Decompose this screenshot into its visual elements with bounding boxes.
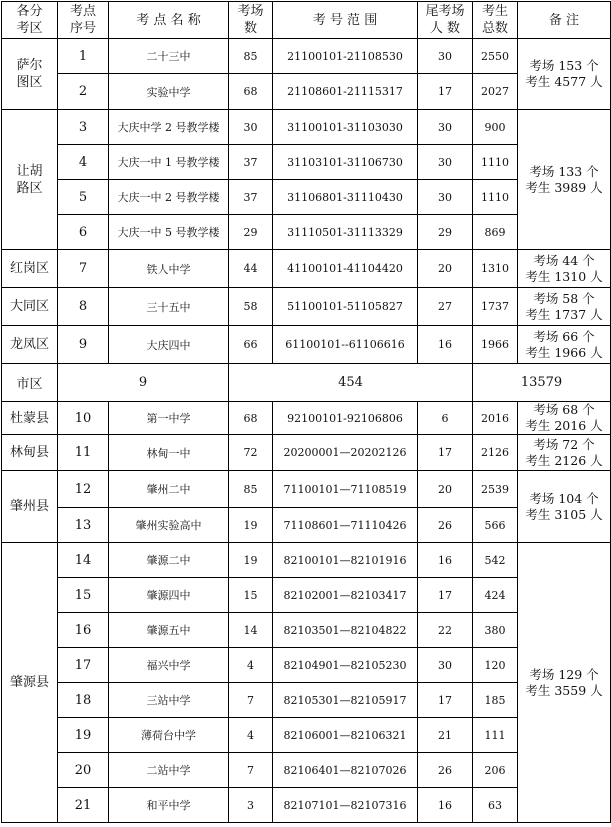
- site-seq: 11: [58, 435, 109, 471]
- table-row: [2, 471, 611, 508]
- site-seq: 14: [58, 543, 109, 578]
- site-name: 肇源五中: [109, 613, 229, 648]
- room-count: 37: [229, 180, 273, 215]
- room-count: 4: [229, 648, 273, 683]
- district-note: [518, 471, 611, 543]
- student-total: 1110: [473, 180, 518, 215]
- table-row: [2, 250, 611, 288]
- text-line: 考场 104 个: [529, 490, 599, 506]
- last-room-count: 30: [418, 110, 473, 145]
- text-line: 大同区: [9, 299, 49, 314]
- exam-site-table: [1, 1, 611, 823]
- room-count: 7: [229, 753, 273, 788]
- student-total: 566: [473, 508, 518, 543]
- header-last-room: 尾考场 人 数: [418, 2, 473, 39]
- text-line: 考生 3105 人: [525, 506, 603, 522]
- district-name: [2, 543, 58, 823]
- site-seq: 10: [58, 402, 109, 435]
- site-seq: 15: [58, 578, 109, 613]
- header-range: 考 号 范 围: [273, 2, 418, 39]
- summary-label: 市区: [2, 364, 58, 402]
- site-name: 第一中学: [109, 402, 229, 435]
- student-total: 2539: [473, 471, 518, 508]
- district-note: [518, 250, 611, 288]
- table-row: [2, 543, 611, 578]
- last-room-count: 21: [418, 718, 473, 753]
- room-count: 15: [229, 578, 273, 613]
- site-name: 大庆一中 2 号教学楼: [109, 180, 229, 215]
- student-total: 2550: [473, 39, 518, 74]
- header-rooms: 考场 数: [229, 2, 273, 39]
- room-count: 72: [229, 435, 273, 471]
- summary-rooms: 454: [229, 364, 473, 402]
- text-line: 让胡: [16, 163, 43, 179]
- text-line: 考场 153 个: [529, 58, 599, 73]
- district-name: [2, 435, 58, 471]
- number-range: 31103101-31106730: [273, 145, 418, 180]
- last-room-count: 20: [418, 250, 473, 288]
- site-name: 大庆一中 5 号教学楼: [109, 215, 229, 250]
- last-room-count: 16: [418, 788, 473, 823]
- text-line: 考生 1310 人: [525, 268, 603, 284]
- site-seq: 18: [58, 683, 109, 718]
- district-name: [2, 471, 58, 543]
- site-name: 大庆四中: [109, 326, 229, 364]
- number-range: 82105301—82105917: [273, 683, 418, 718]
- number-range: 82107101—82107316: [273, 788, 418, 823]
- site-seq: 12: [58, 471, 109, 508]
- summary-students: 13579: [473, 364, 611, 402]
- last-room-count: 17: [418, 683, 473, 718]
- table-row: [2, 402, 611, 435]
- text-line: 考生 1966 人: [525, 344, 603, 360]
- district-name: [2, 326, 58, 364]
- room-count: 4: [229, 718, 273, 753]
- last-room-count: 22: [418, 613, 473, 648]
- number-range: 71100101—71108519: [273, 471, 418, 508]
- student-total: 542: [473, 543, 518, 578]
- text-line: 考场 58 个: [533, 290, 595, 306]
- text-line: 林甸县: [9, 445, 49, 460]
- text-line: 图区: [16, 75, 43, 90]
- text-line: 考生 2016 人: [525, 418, 603, 433]
- text-line: 肇源县: [9, 675, 49, 690]
- site-seq: 4: [58, 145, 109, 180]
- last-room-count: 17: [418, 578, 473, 613]
- room-count: 66: [229, 326, 273, 364]
- student-total: 1110: [473, 145, 518, 180]
- text-line: 考场 66 个: [533, 328, 595, 344]
- text-line: 考生 3989 人: [525, 179, 603, 195]
- student-total: 1966: [473, 326, 518, 364]
- room-count: 68: [229, 74, 273, 110]
- site-name: 肇州实验高中: [109, 508, 229, 543]
- student-total: 111: [473, 718, 518, 753]
- last-room-count: 16: [418, 326, 473, 364]
- room-count: 85: [229, 471, 273, 508]
- district-note: [518, 402, 611, 435]
- site-name: 实验中学: [109, 74, 229, 110]
- table-row: [2, 288, 611, 326]
- site-name: 三站中学: [109, 683, 229, 718]
- header-total: 考生 总数: [473, 2, 518, 39]
- district-note: [518, 39, 611, 110]
- table-row: [2, 326, 611, 364]
- last-room-count: 30: [418, 180, 473, 215]
- text-line: 路区: [16, 180, 43, 196]
- number-range: 41100101-41104420: [273, 250, 418, 288]
- text-line: 肇州县: [9, 499, 49, 514]
- site-seq: 21: [58, 788, 109, 823]
- text-line: 考场 129 个: [529, 666, 599, 682]
- student-total: 869: [473, 215, 518, 250]
- student-total: 185: [473, 683, 518, 718]
- site-seq: 8: [58, 288, 109, 326]
- text-line: 萨尔: [16, 58, 43, 73]
- district-note: [518, 110, 611, 250]
- site-name: 二十三中: [109, 39, 229, 74]
- text-line: 红岗区: [9, 261, 49, 276]
- room-count: 58: [229, 288, 273, 326]
- student-total: 900: [473, 110, 518, 145]
- text-line: 考生 3559 人: [525, 682, 603, 698]
- table-row: [2, 110, 611, 145]
- number-range: 20200001—20202126: [273, 435, 418, 471]
- last-room-count: 26: [418, 508, 473, 543]
- district-name: [2, 110, 58, 250]
- last-room-count: 6: [418, 402, 473, 435]
- student-total: 2016: [473, 402, 518, 435]
- header-site-name: 考 点 名 称: [109, 2, 229, 39]
- number-range: 31106801-31110430: [273, 180, 418, 215]
- site-name: 和平中学: [109, 788, 229, 823]
- site-seq: 6: [58, 215, 109, 250]
- room-count: 7: [229, 683, 273, 718]
- number-range: 82104901—82105230: [273, 648, 418, 683]
- site-name: 大庆中学 2 号教学楼: [109, 110, 229, 145]
- text-line: 考场 68 个: [533, 402, 595, 417]
- number-range: 82102001—82103417: [273, 578, 418, 613]
- number-range: 82106401—82107026: [273, 753, 418, 788]
- last-room-count: 16: [418, 543, 473, 578]
- site-name: 肇州二中: [109, 471, 229, 508]
- last-room-count: 29: [418, 215, 473, 250]
- number-range: 21100101-21108530: [273, 39, 418, 74]
- site-seq: 13: [58, 508, 109, 543]
- text-line: 考场 72 个: [533, 436, 595, 452]
- site-name: 二站中学: [109, 753, 229, 788]
- student-total: 1310: [473, 250, 518, 288]
- student-total: 63: [473, 788, 518, 823]
- number-range: 82100101—82101916: [273, 543, 418, 578]
- city-summary-row: [2, 364, 611, 402]
- last-room-count: 17: [418, 74, 473, 110]
- district-note: [518, 435, 611, 471]
- room-count: 85: [229, 39, 273, 74]
- text-line: 考生 1737 人: [525, 306, 603, 322]
- text-line: 考场 133 个: [529, 163, 599, 179]
- student-total: 1737: [473, 288, 518, 326]
- student-total: 2126: [473, 435, 518, 471]
- site-seq: 5: [58, 180, 109, 215]
- room-count: 44: [229, 250, 273, 288]
- student-total: 380: [473, 613, 518, 648]
- last-room-count: 30: [418, 145, 473, 180]
- number-range: 31100101-31103030: [273, 110, 418, 145]
- last-room-count: 30: [418, 39, 473, 74]
- site-seq: 7: [58, 250, 109, 288]
- header-row: [2, 2, 611, 39]
- site-name: 林甸一中: [109, 435, 229, 471]
- site-name: 福兴中学: [109, 648, 229, 683]
- site-seq: 16: [58, 613, 109, 648]
- student-total: 120: [473, 648, 518, 683]
- last-room-count: 17: [418, 435, 473, 471]
- student-total: 2027: [473, 74, 518, 110]
- table-row: [2, 39, 611, 74]
- site-name: 大庆一中 1 号教学楼: [109, 145, 229, 180]
- room-count: 30: [229, 110, 273, 145]
- number-range: 61100101--61106616: [273, 326, 418, 364]
- district-name: [2, 288, 58, 326]
- site-seq: 3: [58, 110, 109, 145]
- site-name: 肇源四中: [109, 578, 229, 613]
- number-range: 31110501-31113329: [273, 215, 418, 250]
- room-count: 3: [229, 788, 273, 823]
- header-note: 备 注: [518, 2, 611, 39]
- site-seq: 20: [58, 753, 109, 788]
- site-seq: 1: [58, 39, 109, 74]
- text-line: 龙凤区: [9, 337, 49, 352]
- number-range: 71108601—71110426: [273, 508, 418, 543]
- header-district: 各分 考区: [2, 2, 58, 39]
- site-name: 铁人中学: [109, 250, 229, 288]
- district-note: [518, 326, 611, 364]
- text-line: 考生 4577 人: [525, 74, 603, 89]
- room-count: 14: [229, 613, 273, 648]
- site-seq: 17: [58, 648, 109, 683]
- room-count: 68: [229, 402, 273, 435]
- last-room-count: 27: [418, 288, 473, 326]
- district-name: [2, 402, 58, 435]
- text-line: 考生 2126 人: [525, 452, 603, 468]
- district-name: [2, 39, 58, 110]
- last-room-count: 26: [418, 753, 473, 788]
- number-range: 92100101-92106806: [273, 402, 418, 435]
- site-seq: 19: [58, 718, 109, 753]
- room-count: 19: [229, 543, 273, 578]
- table-row: [2, 435, 611, 471]
- room-count: 37: [229, 145, 273, 180]
- site-name: 肇源二中: [109, 543, 229, 578]
- text-line: 杜蒙县: [9, 410, 49, 426]
- summary-sites: 9: [58, 364, 229, 402]
- number-range: 82106001—82106321: [273, 718, 418, 753]
- number-range: 82103501—82104822: [273, 613, 418, 648]
- last-room-count: 30: [418, 648, 473, 683]
- district-note: [518, 543, 611, 823]
- district-name: [2, 250, 58, 288]
- number-range: 51100101-51105827: [273, 288, 418, 326]
- room-count: 29: [229, 215, 273, 250]
- room-count: 19: [229, 508, 273, 543]
- site-seq: 9: [58, 326, 109, 364]
- student-total: 424: [473, 578, 518, 613]
- student-total: 206: [473, 753, 518, 788]
- text-line: 考场 44 个: [533, 252, 595, 268]
- site-seq: 2: [58, 74, 109, 110]
- site-name: 三十五中: [109, 288, 229, 326]
- number-range: 21108601-21115317: [273, 74, 418, 110]
- district-note: [518, 288, 611, 326]
- header-seq: 考点 序号: [58, 2, 109, 39]
- site-name: 薄荷台中学: [109, 718, 229, 753]
- last-room-count: 20: [418, 471, 473, 508]
